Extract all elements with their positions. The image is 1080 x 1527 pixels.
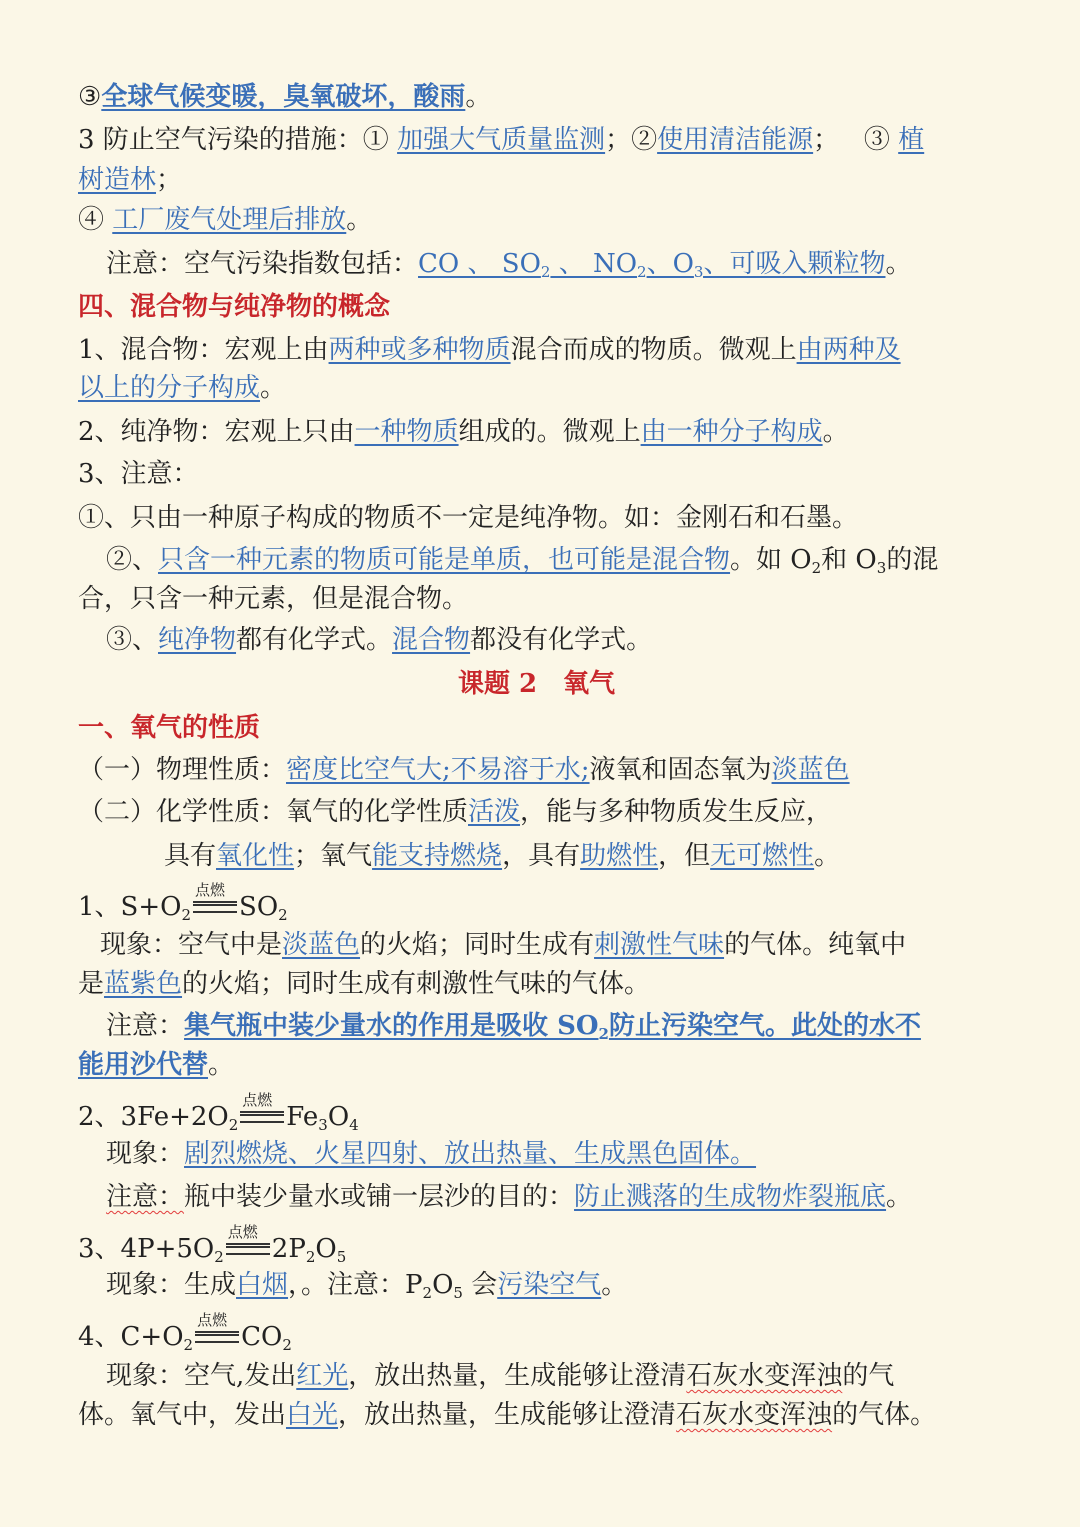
text: 现象：生成 (106, 1270, 237, 1300)
text-line (78, 1048, 234, 1082)
underlined-answer: 能支持燃烧 (372, 841, 503, 871)
text: 瓶中装少量水或铺一层沙的目的： (184, 1182, 575, 1212)
text-line (78, 753, 850, 787)
text: （二）化学性质：氧气的化学性质 (78, 797, 469, 827)
underlined-answer: 污染空气 (497, 1270, 602, 1300)
text-line (106, 1009, 921, 1043)
equation-line (78, 881, 288, 924)
text: 。 (822, 417, 849, 447)
text: ，能与多种物质发生反应， (520, 797, 833, 827)
text: ，具有 (502, 841, 581, 871)
text: 现象：空气,发出 (106, 1361, 297, 1391)
text-line (78, 80, 491, 114)
text: ；② (605, 125, 658, 155)
text: 。 (465, 82, 492, 112)
text: 的火焰；同时生成有 (360, 930, 595, 960)
text: 1、混合物：宏观上由 (78, 335, 329, 365)
underlined-answer: 活泼 (468, 797, 521, 827)
text-line (78, 371, 286, 405)
text: 集气瓶中装少量水的作用是吸收 SO (184, 1011, 599, 1041)
lesson-title: 课题 2 氧气 (458, 669, 616, 699)
text: ④ (78, 205, 113, 235)
text: 。 (208, 1050, 235, 1080)
subscript: 2 (305, 1248, 316, 1266)
underlined-answer: 无可燃性 (710, 841, 815, 871)
underlined-answer: 以上的分子构成 (78, 373, 261, 403)
reaction-arrow-icon (193, 881, 237, 919)
subscript: 2 (183, 1336, 194, 1354)
reaction-condition: 点燃 (195, 881, 226, 899)
text: 。 (601, 1270, 628, 1300)
text: 。 (260, 373, 287, 403)
text-line (106, 543, 938, 577)
subscript: 2 (278, 906, 288, 924)
text: O (432, 1270, 454, 1300)
text-line (106, 1359, 894, 1393)
text: ③、 (106, 625, 159, 655)
subscript: 3 (876, 559, 887, 577)
subscript: 2 (422, 1284, 433, 1302)
text-line (78, 415, 849, 449)
text: CO 、 SO (418, 249, 541, 279)
text: ； ③ (813, 125, 899, 155)
text: 混合而成的物质。微观上 (510, 335, 797, 365)
text: 的气体。 (832, 1400, 937, 1430)
text-line: 3、注意： (78, 459, 199, 489)
text: 是 (78, 969, 105, 999)
underlined-answer: 混合物 (392, 625, 471, 655)
text: O (315, 1234, 337, 1264)
underlined-answer: 由两种及 (796, 335, 901, 365)
text: 。如 O (730, 545, 812, 575)
text: 2、纯净物：宏观上只由 (78, 417, 355, 447)
text: 3 防止空气污染的措施：① (78, 125, 398, 155)
subscript: 2 (598, 1025, 609, 1043)
underlined-answer: 白光 (286, 1400, 339, 1430)
text: ； (156, 165, 183, 195)
text: Fe (286, 1102, 319, 1132)
text: 、O (646, 249, 694, 279)
text-line (78, 795, 832, 829)
text: 。 (886, 1182, 913, 1212)
underlined-answer: 剧烈燃烧、火星四射、放出热量、生成黑色固体。 (184, 1139, 757, 1169)
text: 注意： (106, 1011, 185, 1041)
equals-bars (195, 1331, 239, 1343)
underlined-answer: 一种物质 (354, 417, 459, 447)
text: 都有化学式。 (236, 625, 393, 655)
underlined-answer (418, 249, 885, 279)
text: SO (239, 892, 279, 922)
underlined-answer: 助燃性 (580, 841, 659, 871)
text-line (78, 163, 182, 197)
text: 都没有化学式。 (470, 625, 653, 655)
text: 注意：空气污染指数包括： (106, 249, 419, 279)
section-heading: 一、氧气的性质 (78, 713, 261, 743)
text: 1、S+O (78, 892, 182, 922)
text-line (78, 1398, 936, 1432)
text: 的气 (842, 1361, 895, 1391)
underlined-answer: 加强大气质量监测 (397, 125, 606, 155)
subscript: 4 (349, 1116, 359, 1134)
equals-bars (193, 901, 237, 913)
text-line (78, 203, 372, 237)
subscript: 3 (693, 263, 704, 281)
text-line (100, 928, 906, 962)
underlined-answer: 能用沙代替 (78, 1050, 209, 1080)
text: 现象：空气中是 (100, 930, 283, 960)
text: 、可吸入颗粒物 (703, 249, 886, 279)
equals-bars (226, 1243, 270, 1255)
underlined-answer: 只含一种元素的物质可能是单质，也可能是混合物 (158, 545, 731, 575)
text: O (327, 1102, 350, 1132)
underlined-answer: 纯净物 (158, 625, 237, 655)
text-line (106, 1180, 912, 1214)
text: 和 O (821, 545, 877, 575)
underlined-answer: 植 (898, 125, 925, 155)
text-line (164, 839, 840, 873)
text: 的气体。纯氧中 (724, 930, 907, 960)
text: 3、4P+5O (78, 1234, 215, 1264)
underlined-answer: 全球气候变暖，臭氧破坏，酸雨 (101, 82, 466, 112)
reaction-condition: 点燃 (242, 1091, 273, 1109)
underlined-answer: 由一种分子构成 (640, 417, 823, 447)
text: ②、 (106, 545, 159, 575)
text: 组成的。微观上 (458, 417, 641, 447)
underlined-answer: 工厂废气处理后排放 (112, 205, 347, 235)
text: ；氧气 (294, 841, 373, 871)
reaction-condition: 点燃 (197, 1311, 228, 1329)
text: 的火焰；同时生成有刺激性气味的气体。 (182, 969, 651, 999)
text: ③ (78, 82, 102, 112)
text: 液氧和固态氧为 (589, 755, 772, 785)
text: 2P (271, 1234, 306, 1264)
text: 防止污染空气。此处的水不 (608, 1011, 921, 1041)
text: 石灰水变浑浊 (676, 1400, 833, 1430)
text: 2、3Fe+2O (78, 1102, 229, 1132)
text: （一）物理性质： (78, 755, 287, 785)
text: ，但 (658, 841, 711, 871)
equals-bars (240, 1111, 284, 1123)
text: ，放出热量，生成能够让澄清 (338, 1400, 677, 1430)
text: ，。注意：P (288, 1270, 423, 1300)
reaction-arrow-icon (195, 1311, 239, 1349)
text-line (106, 247, 912, 281)
underlined-answer: 树造林 (78, 165, 157, 195)
underlined-answer: 红光 (296, 1361, 349, 1391)
text-line (78, 333, 901, 367)
text-line (78, 967, 650, 1001)
equation-line (78, 1223, 347, 1266)
subscript: 5 (453, 1284, 463, 1302)
text-line (106, 1137, 756, 1171)
subscript: 2 (811, 559, 822, 577)
text-line (106, 1268, 627, 1302)
subscript: 5 (336, 1248, 347, 1266)
text: 石灰水变浑浊 (686, 1361, 843, 1391)
underlined-answer (184, 1011, 921, 1041)
reaction-arrow-icon (240, 1091, 284, 1129)
text: 注意： (106, 1182, 185, 1212)
text: 。 (346, 205, 373, 235)
text: 现象： (106, 1139, 185, 1169)
subscript: 3 (318, 1116, 328, 1134)
section-heading: 四、混合物与纯净物的概念 (78, 292, 391, 322)
text: 的混 (886, 545, 939, 575)
text: 。 (814, 841, 841, 871)
subscript: 2 (282, 1336, 292, 1354)
text-line: 合，只含一种元素，但是混合物。 (78, 584, 469, 614)
text-line (78, 123, 924, 157)
text: 。 (885, 249, 912, 279)
underlined-answer: 淡蓝色 (282, 930, 361, 960)
underlined-answer: 两种或多种物质 (328, 335, 511, 365)
text: 体。氧气中，发出 (78, 1400, 287, 1430)
reaction-arrow-icon (226, 1223, 270, 1261)
subscript: 2 (637, 263, 647, 281)
reaction-condition: 点燃 (227, 1223, 258, 1241)
subscript: 2 (540, 263, 551, 281)
underlined-answer: 防止溅落的生成物炸裂瓶底 (574, 1182, 887, 1212)
underlined-answer: 使用清洁能源 (657, 125, 814, 155)
text: 4、C+O (78, 1322, 184, 1352)
underlined-answer: 淡蓝色 (771, 755, 850, 785)
text: 、 NO (550, 249, 638, 279)
equation-line (78, 1091, 359, 1134)
text: 会 (462, 1270, 498, 1300)
text-line (106, 623, 652, 657)
underlined-answer: 蓝紫色 (104, 969, 183, 999)
equation-line (78, 1311, 292, 1354)
text-line: ①、只由一种原子构成的物质不一定是纯净物。如：金刚石和石墨。 (78, 503, 859, 533)
text: ，放出热量，生成能够让澄清 (348, 1361, 687, 1391)
underlined-answer: 氧化性 (216, 841, 295, 871)
underlined-answer: 白烟 (236, 1270, 289, 1300)
underlined-answer: 密度比空气大;不易溶于水; (286, 755, 590, 785)
text: 具有 (164, 841, 217, 871)
subscript: 2 (181, 906, 192, 924)
subscript: 2 (214, 1248, 224, 1266)
underlined-answer: 刺激性气味 (594, 930, 725, 960)
text: CO (241, 1322, 283, 1352)
subscript: 2 (228, 1116, 239, 1134)
